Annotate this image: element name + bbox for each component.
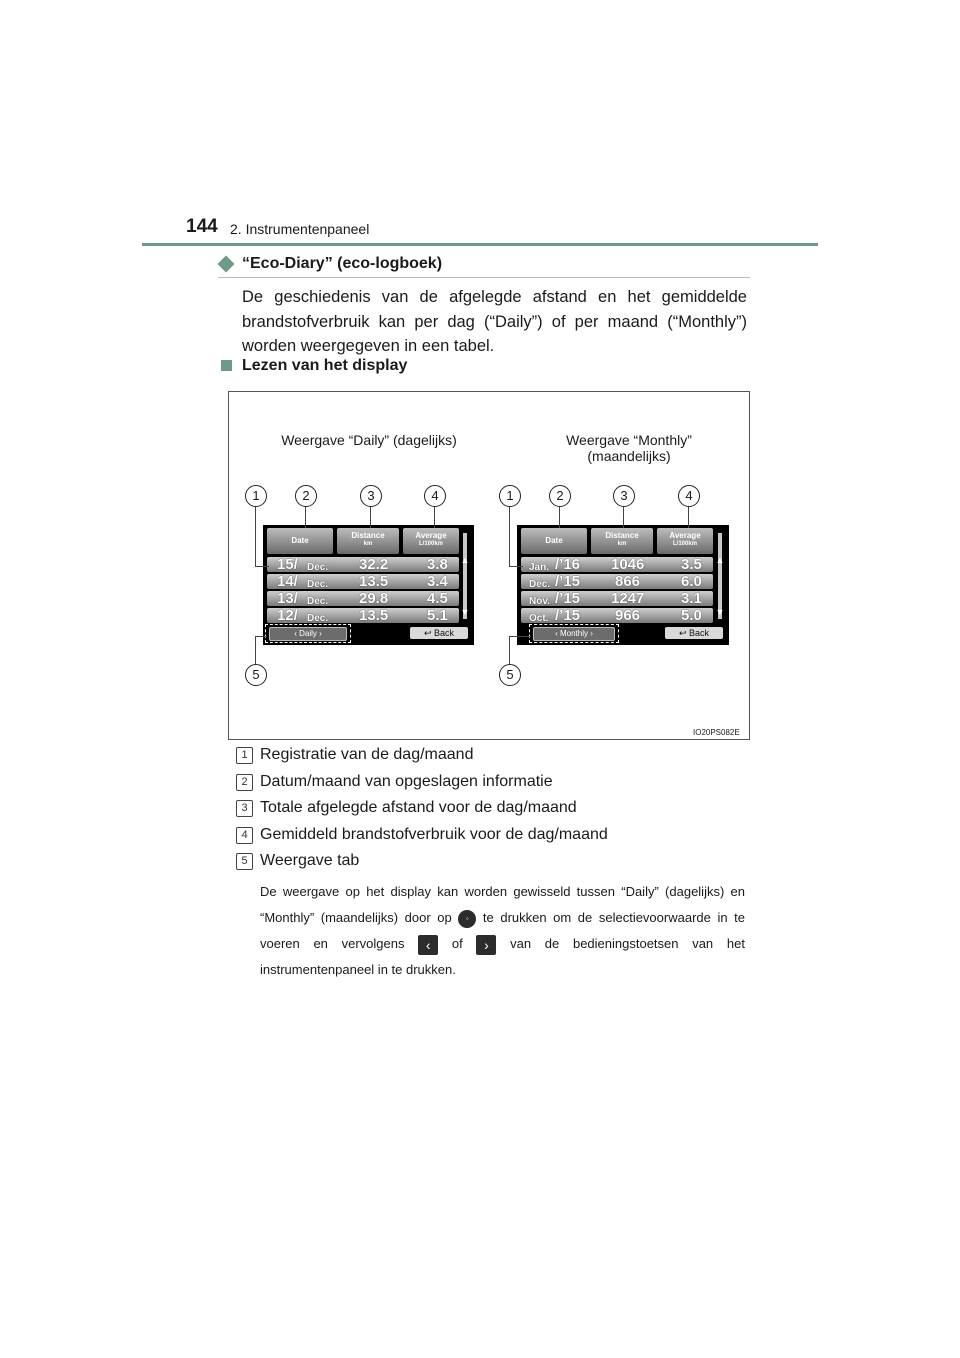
callout-2: 2 bbox=[295, 485, 317, 507]
daily-back-button[interactable]: ↩ Back bbox=[410, 627, 468, 639]
callout-1: 1 bbox=[499, 485, 521, 507]
callout-1: 1 bbox=[245, 485, 267, 507]
monthly-caption-line2: (maandelijks) bbox=[587, 448, 671, 464]
square-bullet-icon bbox=[221, 360, 232, 371]
leader-line bbox=[255, 566, 269, 567]
callout-5: 5 bbox=[245, 664, 267, 686]
chevron-left-icon: ‹ bbox=[555, 629, 560, 638]
monthly-caption bbox=[529, 432, 729, 464]
figure-id: IO20PS082E bbox=[693, 728, 740, 737]
leader-line bbox=[255, 636, 267, 637]
monthly-view-tab[interactable]: ‹ Monthly › bbox=[533, 627, 615, 641]
monthly-back-button[interactable]: ↩ Back bbox=[665, 627, 723, 639]
callout-4: 4 bbox=[678, 485, 700, 507]
chevron-right-icon: › bbox=[588, 629, 593, 638]
legend-number: 4 bbox=[236, 827, 253, 844]
note-text: of bbox=[451, 936, 463, 951]
back-arrow-icon: ↩ bbox=[678, 628, 690, 638]
scroll-up-icon: ▲ bbox=[460, 555, 470, 565]
daily-average-header: Average L/100km bbox=[403, 528, 459, 554]
heading-rule bbox=[218, 277, 750, 278]
chevron-right-icon: › bbox=[316, 629, 322, 638]
ok-button-icon: ◦ bbox=[458, 910, 476, 928]
daily-distance-header: Distance km bbox=[337, 528, 399, 554]
note-text: De weergave op het display kan worden gewisseld tussen “Daily” (dagelijks) en “Monthly” (maandelijks) door op bbox=[260, 884, 745, 925]
chevron-left-icon: ‹ bbox=[418, 935, 438, 955]
leader-line bbox=[305, 506, 306, 528]
legend-number: 1 bbox=[236, 747, 253, 764]
legend-item: Totale afgelegde afstand voor de dag/maand bbox=[260, 799, 577, 816]
leader-line bbox=[434, 506, 435, 528]
page-number: 144 bbox=[186, 216, 218, 237]
legend-number: 5 bbox=[236, 853, 253, 870]
display-figure bbox=[228, 391, 750, 740]
monthly-row: Oct. /’15 966 5.0 bbox=[521, 608, 713, 623]
leader-line bbox=[559, 506, 560, 528]
leader-line bbox=[623, 506, 624, 528]
header-rule bbox=[142, 243, 818, 246]
section-heading: “Eco-Diary” (eco-logboek) bbox=[242, 255, 443, 272]
diamond-bullet-icon bbox=[218, 256, 235, 273]
callout-3: 3 bbox=[613, 485, 635, 507]
leader-line bbox=[688, 506, 689, 528]
chevron-right-icon: › bbox=[476, 935, 496, 955]
scroll-down-icon: ▼ bbox=[715, 607, 725, 617]
leader-line bbox=[255, 506, 256, 566]
leader-line bbox=[509, 506, 510, 566]
monthly-row: Jan. /’16 1046 3.5 bbox=[521, 557, 713, 572]
callout-2: 2 bbox=[549, 485, 571, 507]
scroll-up-icon: ▲ bbox=[715, 555, 725, 565]
legend-number: 3 bbox=[236, 800, 253, 817]
subheading: Lezen van het display bbox=[242, 357, 408, 374]
monthly-date-header: Date bbox=[521, 528, 587, 554]
legend-number: 2 bbox=[236, 774, 253, 791]
section-title: 2. Instrumentenpaneel bbox=[230, 221, 370, 237]
leader-line bbox=[370, 506, 371, 528]
monthly-average-header: Average L/100km bbox=[657, 528, 713, 554]
leader-line bbox=[509, 636, 531, 637]
daily-row: 12/ Dec. 13.5 5.1 bbox=[267, 608, 459, 623]
daily-caption: Weergave “Daily” (dagelijks) bbox=[281, 432, 457, 448]
scroll-down-icon: ▼ bbox=[460, 607, 470, 617]
daily-view-tab[interactable]: ‹ Daily › bbox=[269, 627, 347, 641]
daily-row: 15/ Dec. 32.2 3.8 bbox=[267, 557, 459, 572]
legend-item: Gemiddeld brandstofverbruik voor de dag/maand bbox=[260, 826, 608, 843]
leader-line bbox=[509, 566, 523, 567]
monthly-caption-line1: Weergave “Monthly” bbox=[566, 432, 692, 448]
daily-row: 13/ Dec. 29.8 4.5 bbox=[267, 591, 459, 606]
monthly-row: Dec. /’15 866 6.0 bbox=[521, 574, 713, 589]
callout-5: 5 bbox=[499, 664, 521, 686]
note-text: te drukken om de selectievoorwaarde in te voeren en vervolgens bbox=[260, 910, 745, 951]
monthly-row: Nov. /’15 1247 3.1 bbox=[521, 591, 713, 606]
daily-date-header: Date bbox=[267, 528, 333, 554]
note-paragraph bbox=[260, 879, 745, 983]
monthly-distance-header: Distance km bbox=[591, 528, 653, 554]
note-text: van de bedieningstoetsen van het instrumentenpaneel in te drukken. bbox=[260, 936, 745, 977]
back-arrow-icon: ↩ bbox=[423, 628, 435, 638]
legend-item: Datum/maand van opgeslagen informatie bbox=[260, 773, 553, 790]
daily-row: 14/ Dec. 13.5 3.4 bbox=[267, 574, 459, 589]
legend-item: Registratie van de dag/maand bbox=[260, 746, 474, 763]
daily-screen bbox=[263, 525, 474, 645]
leader-line bbox=[509, 636, 510, 664]
legend-item: Weergave tab bbox=[260, 852, 360, 869]
leader-line bbox=[255, 636, 256, 664]
chevron-left-icon: ‹ bbox=[294, 629, 300, 638]
monthly-screen bbox=[517, 525, 729, 645]
callout-3: 3 bbox=[360, 485, 382, 507]
callout-4: 4 bbox=[424, 485, 446, 507]
intro-paragraph: De geschiedenis van de afgelegde afstand en het gemiddelde brandstofverbruik kan per dag (“Daily”) of per maand (“Monthly”) worden weergegeven in een tabel. bbox=[242, 288, 747, 355]
